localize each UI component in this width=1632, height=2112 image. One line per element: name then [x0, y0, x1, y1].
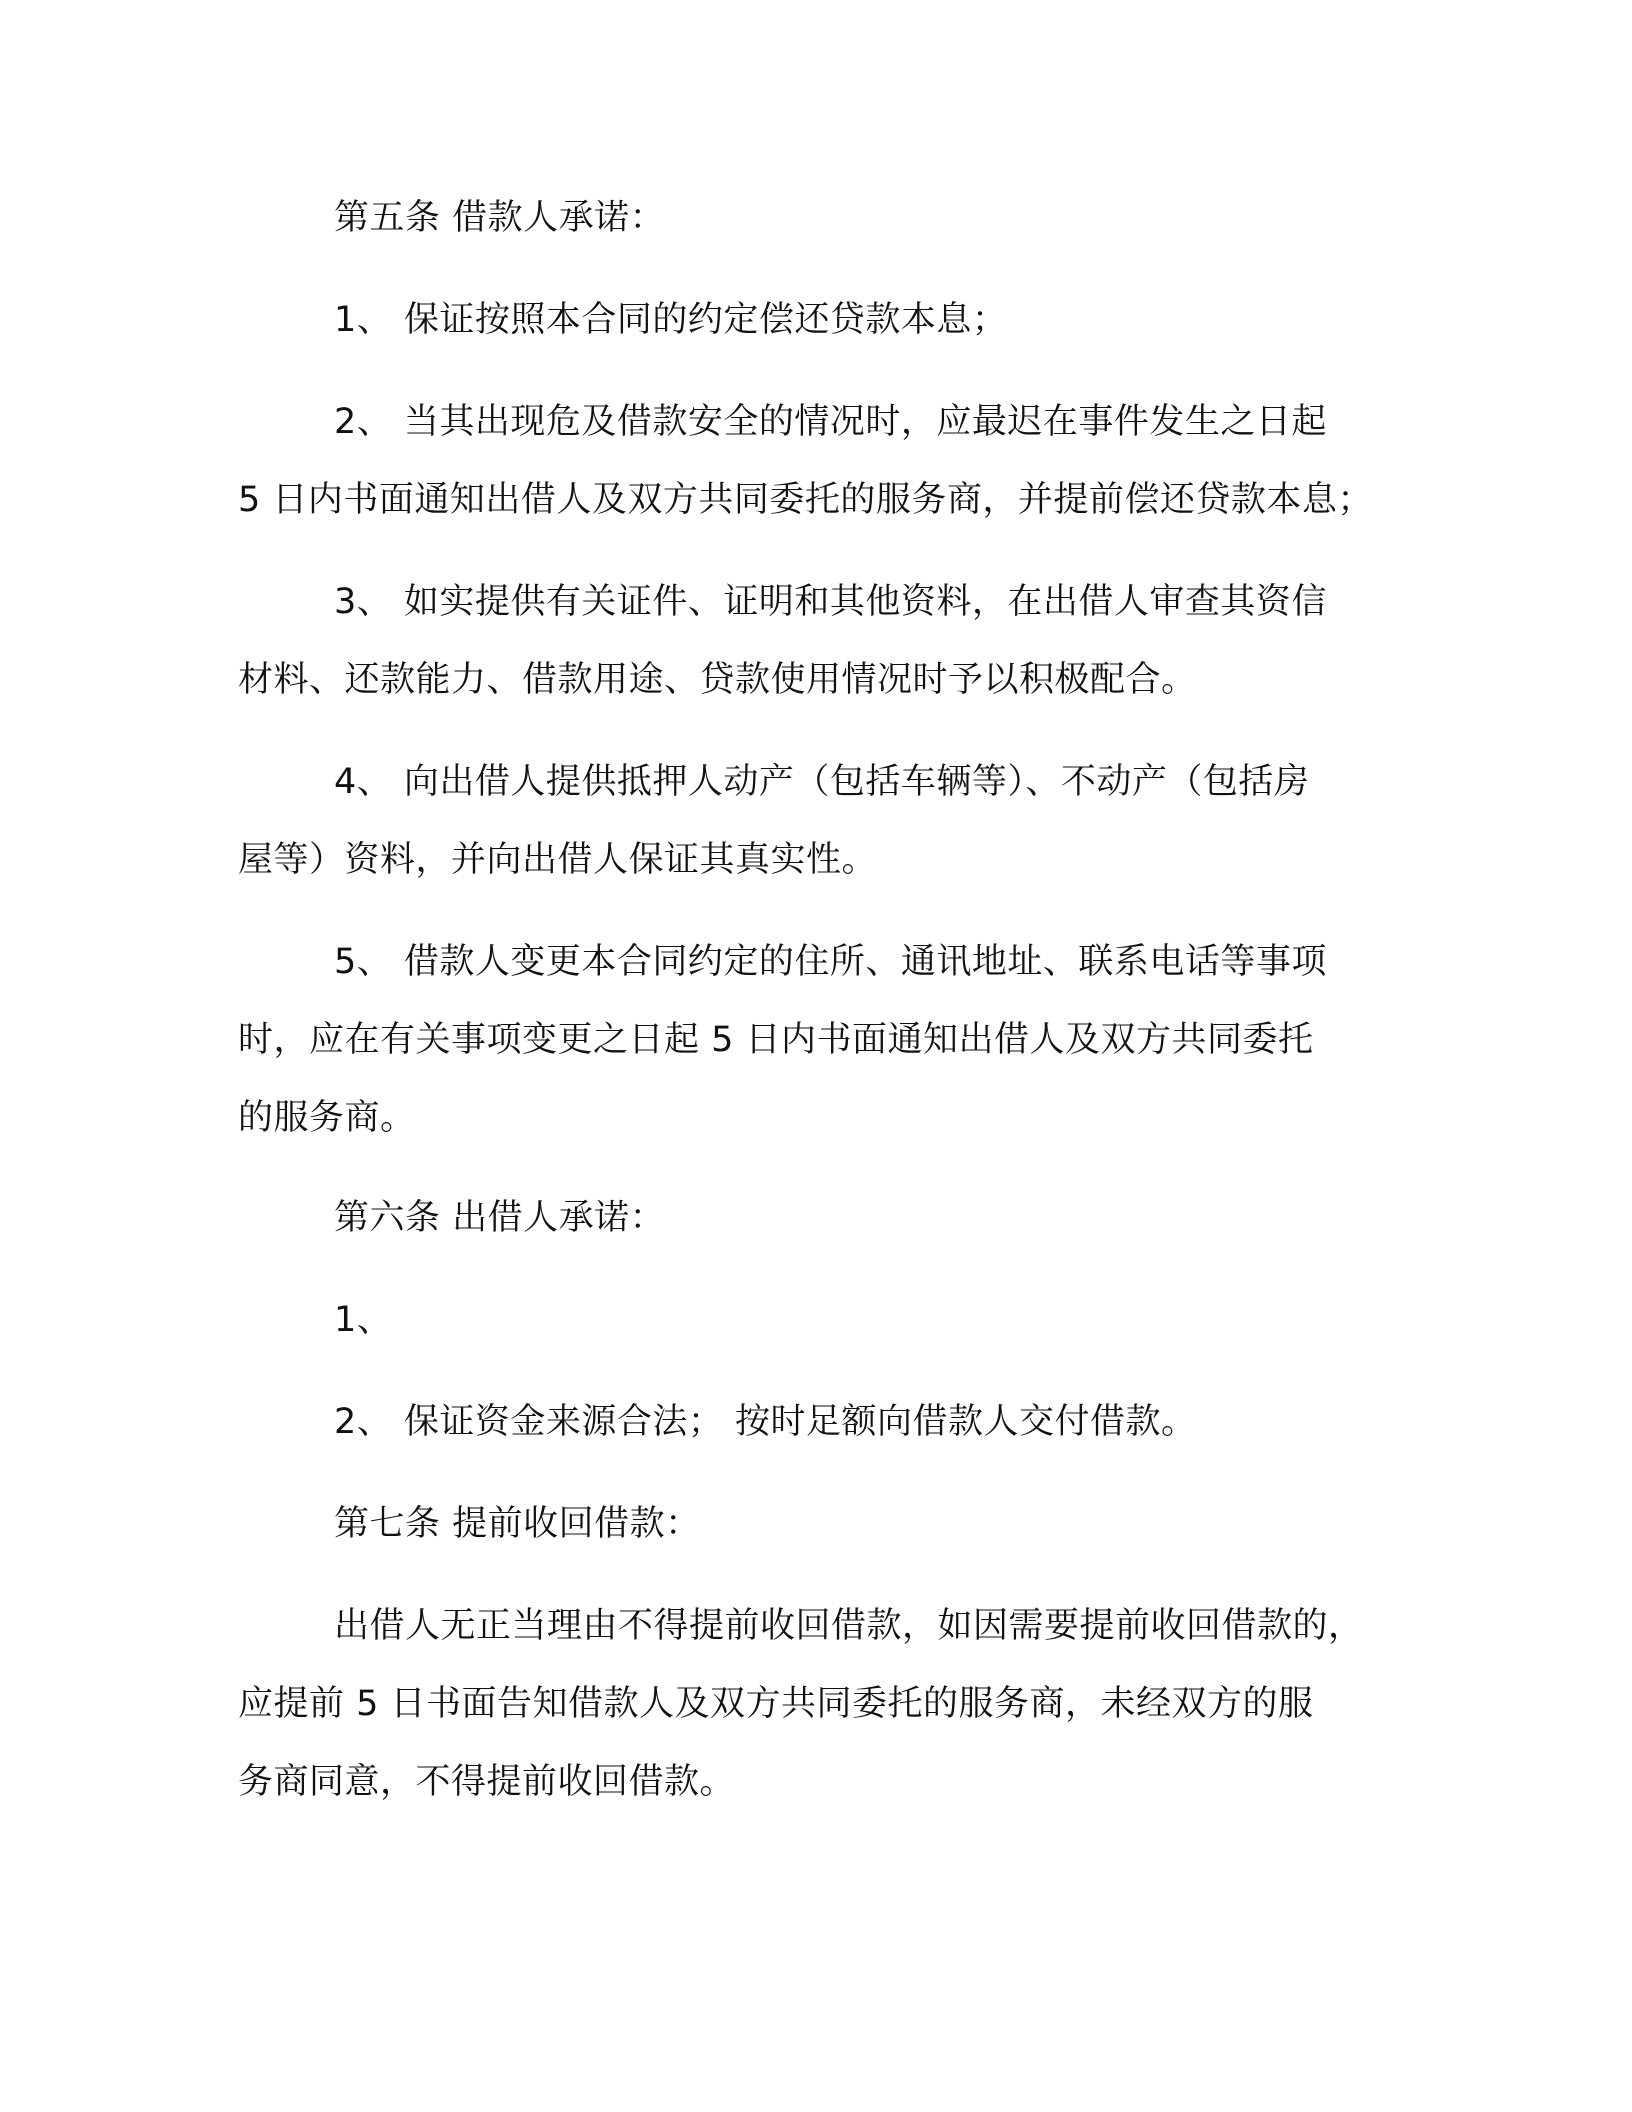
- article-5-item-5-line-3: 的服务商。: [238, 1098, 416, 1138]
- article-5-item-3-line-1: 3、 如实提供有关证件、证明和其他资料，在出借人审查其资信: [334, 582, 1327, 622]
- article-7-para-line-3: 务商同意，不得提前收回借款。: [238, 1762, 736, 1802]
- article-6-heading: 第六条 出借人承诺：: [334, 1198, 666, 1238]
- article-7-para-line-1: 出借人无正当理由不得提前收回借款，如因需要提前收回借款的，: [334, 1606, 1364, 1646]
- article-5-item-4-line-1: 4、 向出借人提供抵押人动产（包括车辆等）、不动产（包括房: [334, 762, 1310, 802]
- article-6-item-1: 1、: [334, 1300, 393, 1340]
- article-5-item-2-line-1: 2、 当其出现危及借款安全的情况时，应最迟在事件发生之日起: [334, 402, 1327, 442]
- article-5-item-4-line-2: 屋等）资料，并向出借人保证其真实性。: [238, 840, 878, 880]
- article-5-item-5-line-2: 时，应在有关事项变更之日起 5 日内书面通知出借人及双方共同委托: [238, 1020, 1314, 1060]
- article-5-item-1: 1、 保证按照本合同的约定偿还贷款本息；: [334, 300, 1008, 340]
- article-5-item-5-line-1: 5、 借款人变更本合同约定的住所、通讯地址、联系电话等事项: [334, 942, 1327, 982]
- article-5-item-3-line-2: 材料、还款能力、借款用途、贷款使用情况时予以积极配合。: [238, 660, 1197, 700]
- article-5-item-2-line-2: 5 日内书面通知出借人及双方共同委托的服务商，并提前偿还贷款本息；: [238, 480, 1373, 520]
- article-7-heading: 第七条 提前收回借款：: [334, 1504, 701, 1544]
- article-6-item-2: 2、 保证资金来源合法； 按时足额向借款人交付借款。: [334, 1402, 1197, 1442]
- article-5-heading: 第五条 借款人承诺：: [334, 198, 666, 238]
- article-7-para-line-2: 应提前 5 日书面告知借款人及双方共同委托的服务商，未经双方的服: [238, 1684, 1314, 1724]
